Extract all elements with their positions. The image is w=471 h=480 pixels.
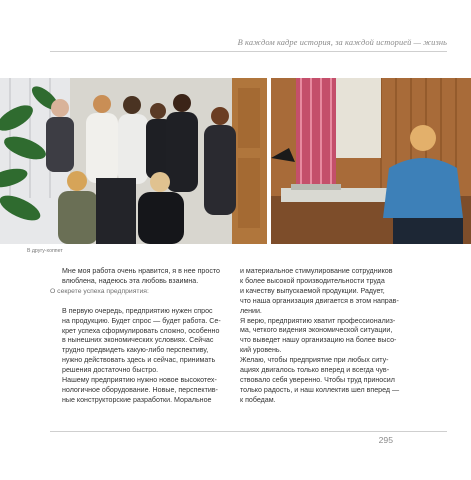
- text-line: на продукцию. Будет спрос — будет работа. Се-: [62, 316, 221, 325]
- right-text-column: [240, 267, 410, 406]
- left-text-column: [50, 267, 224, 406]
- group-photo-image: [0, 78, 267, 244]
- paragraph: [240, 356, 410, 406]
- text-line: трудно предвидеть какую-либо перспективу,: [62, 346, 209, 355]
- page-number: 295: [378, 435, 393, 445]
- text-line: ствовало себя уверенно. Чтобы труд приносил: [240, 375, 395, 384]
- text-line: Мне моя работа очень нравится, я в нее просто: [62, 267, 220, 275]
- running-header: В каждом кадре история, за каждой историей — жизнь: [237, 38, 447, 47]
- paragraph: [240, 267, 410, 317]
- text-line: Я верю, предприятию хватит профессионализ-: [240, 316, 396, 325]
- text-line: Желаю, чтобы предприятие при любых ситу-: [240, 356, 389, 365]
- text-line: и качеству выпускаемой продукции. Радует,: [240, 286, 385, 295]
- paragraph: [62, 376, 224, 406]
- text-line: ациях двигалось только вперед и всегда чув-: [240, 366, 390, 375]
- text-line: кий уровень.: [240, 346, 282, 355]
- text-line: ные конструкторские разработки. Моральное: [62, 395, 212, 404]
- group-photo: [0, 78, 267, 244]
- text-line: что наша организация двигается в этом направ-: [240, 296, 399, 305]
- text-line: нужно действовать здесь и сейчас, принимать: [62, 356, 216, 365]
- text-line: ма, четкого видения экономической ситуации,: [240, 326, 393, 335]
- text-line: Нашему предприятию нужно новое высокотех-: [62, 376, 217, 385]
- office-photo-image: [271, 78, 471, 244]
- paragraph: [62, 307, 224, 376]
- text-line: к более высокой производительности труда: [240, 276, 385, 285]
- paragraph: [240, 317, 410, 357]
- text-line: лении.: [240, 306, 262, 315]
- text-line: в нынешних экономических условиях. Сейчас: [62, 336, 214, 345]
- text-line: что выведет нашу организацию на более высо-: [240, 336, 397, 345]
- text-line: нологичное оборудование. Новые, перспектив-: [62, 385, 218, 394]
- text-line: и материальное стимулирование сотрудников: [240, 267, 393, 275]
- text-line: решения достаточно быстро.: [62, 366, 159, 375]
- section-subheading: О секрете успеха предприятия:: [50, 287, 149, 295]
- intro-paragraph: [62, 267, 224, 287]
- header-divider: [50, 51, 447, 52]
- footer-divider: [50, 431, 447, 432]
- text-line: крет успеха сформулировать сложно, особенно: [62, 326, 220, 335]
- office-photo: [271, 78, 471, 244]
- photo-caption: В другу-хоппет: [27, 248, 63, 254]
- text-line: влюблена, надеюсь эта любовь взаимна.: [62, 276, 199, 285]
- text-line: В первую очередь, предприятию нужен спрос: [62, 306, 213, 315]
- text-line: только радость, и наш коллектив шел вперед —: [240, 385, 400, 394]
- text-line: к победам.: [240, 395, 276, 404]
